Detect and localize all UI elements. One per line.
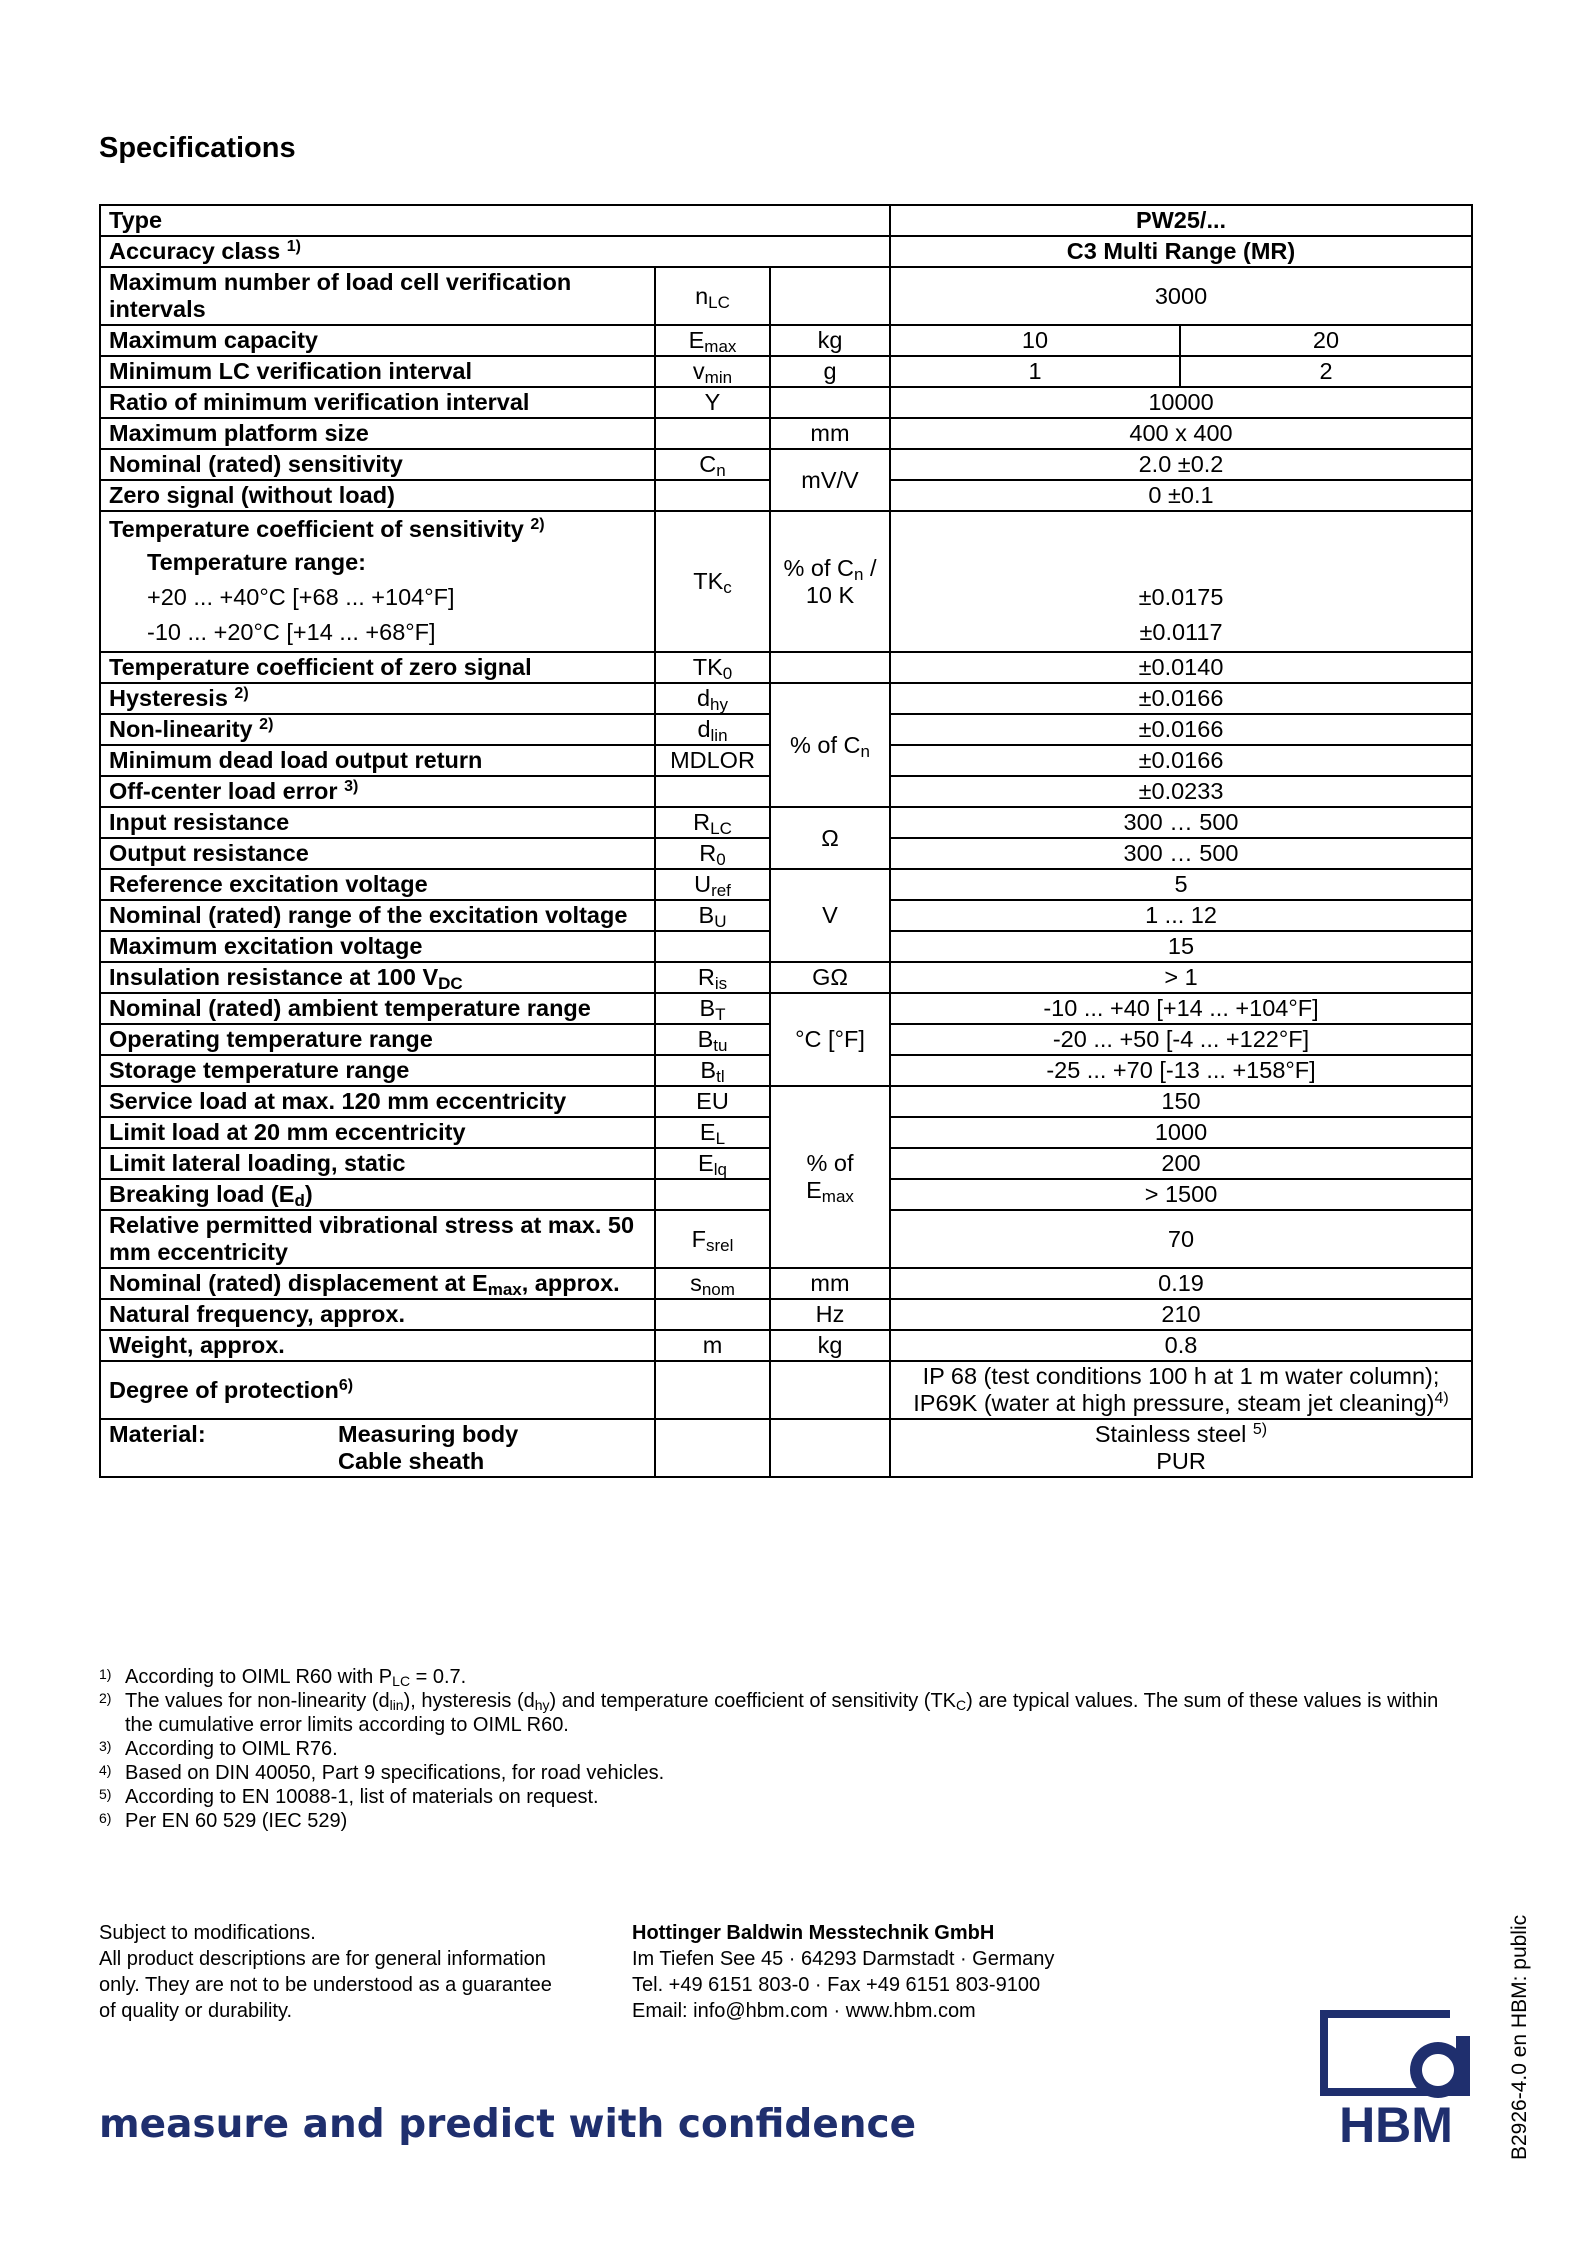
material-value: Stainless steel $^{5)}$ PUR <box>890 1419 1472 1477</box>
sensitivity-label: Nominal (rated) sensitivity <box>100 449 655 480</box>
tc-sensitivity-values <box>890 511 1472 652</box>
output-res-label: Output resistance <box>100 838 655 869</box>
table-row <box>100 1268 1472 1299</box>
phone: Tel. +49 6151 803-0 · Fax +49 6151 803-9100 <box>632 1974 1041 1996</box>
footnote: 4) Based on DIN 40050, Part 9 specifications, for road vehicles. <box>99 1762 665 1784</box>
max-capacity-unit: kg <box>770 325 890 356</box>
document-id: B2926-4.0 en HBM: public <box>1508 1914 1531 2160</box>
tc-sensitivity-value-1: ±0.0175 <box>1138 584 1224 610</box>
lateral-symbol: $E_{lq}$ <box>655 1148 770 1179</box>
min-interval-unit: g <box>770 356 890 387</box>
table-row <box>100 1361 1472 1419</box>
disp-unit: mm <box>770 1268 890 1299</box>
freq-symbol <box>655 1299 770 1330</box>
ambient-symbol: $B_T$ <box>655 993 770 1024</box>
table-row <box>100 325 1472 356</box>
range-exc-symbol: $B_U$ <box>655 900 770 931</box>
table-row <box>100 962 1472 993</box>
temp-range-2: -10 ... +20°C [+14 ... +68°F] <box>147 619 436 645</box>
nonlin-label: Non-linearity $^{2)}$ <box>100 714 655 745</box>
breaking-symbol <box>655 1179 770 1210</box>
vib-label: Relative permitted vibrational stress at max. 50 mm eccentricity <box>100 1210 655 1268</box>
platform-label: Maximum platform size <box>100 418 655 449</box>
max-exc-symbol <box>655 931 770 962</box>
disp-label: Nominal (rated) displacement at $E_{max}$, approx. <box>100 1268 655 1299</box>
storage-symbol: $B_{tl}$ <box>655 1055 770 1086</box>
output-res-symbol: $R_0$ <box>655 838 770 869</box>
freq-value: 210 <box>890 1299 1472 1330</box>
tc-zero-value: ±0.0140 <box>890 652 1472 683</box>
temp-range-label: Temperature range: <box>147 549 366 575</box>
table-row <box>100 236 1472 267</box>
min-interval-value-1: 1 <box>890 356 1180 387</box>
max-capacity-value-1: 10 <box>890 325 1180 356</box>
nonlin-symbol: $d_{lin}$ <box>655 714 770 745</box>
table-row <box>100 387 1472 418</box>
input-res-symbol: $R_{LC}$ <box>655 807 770 838</box>
operating-label: Operating temperature range <box>100 1024 655 1055</box>
platform-symbol <box>655 418 770 449</box>
email-link[interactable]: Email: info@hbm.com · www.hbm.com <box>632 2000 976 2022</box>
lateral-label: Limit lateral loading, static <box>100 1148 655 1179</box>
table-row <box>100 356 1472 387</box>
temp-unit: °C [°F] <box>770 993 890 1086</box>
table-row <box>100 1086 1472 1117</box>
max-capacity-symbol: $E_{max}$ <box>655 325 770 356</box>
ratio-unit <box>770 387 890 418</box>
hysteresis-value: ±0.0166 <box>890 683 1472 714</box>
tc-zero-unit <box>770 652 890 683</box>
insulation-unit: GΩ <box>770 962 890 993</box>
logo-stem <box>1456 2036 1470 2096</box>
min-interval-label: Minimum LC verification interval <box>100 356 655 387</box>
vib-symbol: $F_{srel}$ <box>655 1210 770 1268</box>
sensitivity-symbol: $C_n$ <box>655 449 770 480</box>
protection-value: IP 68 (test conditions 100 h at 1 m water column); IP69K (water at high pressure, steam jet cleaning)$^{4)}$ <box>890 1361 1472 1419</box>
table-row <box>100 1330 1472 1361</box>
tc-sensitivity-label: Temperature coefficient of sensitivity $^{2)}$ Temperature range: +20 ... +40°C [+68 ... +104°F] -10 ... +20°C [+14 ... +68°F] <box>100 511 655 652</box>
weight-value: 0.8 <box>890 1330 1472 1361</box>
volt-unit: V <box>770 869 890 962</box>
range-exc-label: Nominal (rated) range of the excitation voltage <box>100 900 655 931</box>
material-unit <box>770 1419 890 1477</box>
weight-label: Weight, approx. <box>100 1330 655 1361</box>
max-intervals-symbol: $n_{LC}$ <box>655 267 770 325</box>
footnote: 5) According to EN 10088-1, list of materials on request. <box>99 1786 599 1808</box>
logo-text: HBM <box>1339 2097 1453 2148</box>
company-name: Hottinger Baldwin Messtechnik GmbH <box>632 1922 995 1944</box>
disclaimer: Subject to modifications. All product descriptions are for general information only. They are not to be understood as a guarantee of quality or durability. <box>99 1922 552 2022</box>
input-res-value: 300 … 500 <box>890 807 1472 838</box>
protection-label: Degree of protection$^{6)}$ <box>100 1361 655 1419</box>
table-row <box>100 511 1472 652</box>
offcenter-value: ±0.0233 <box>890 776 1472 807</box>
disp-value: 0.19 <box>890 1268 1472 1299</box>
protection-unit <box>770 1361 890 1419</box>
page-title: Specifications <box>99 132 296 164</box>
sensitivity-value: 2.0 ±0.2 <box>890 449 1472 480</box>
ratio-value: 10000 <box>890 387 1472 418</box>
table-row <box>100 449 1472 480</box>
company-address <box>632 1920 1054 2024</box>
tc-zero-symbol: $TK_0$ <box>655 652 770 683</box>
protection-symbol <box>655 1361 770 1419</box>
insulation-value: > 1 <box>890 962 1472 993</box>
insulation-label: Insulation resistance at 100 $V_{DC}$ <box>100 962 655 993</box>
weight-symbol: m <box>655 1330 770 1361</box>
min-interval-symbol: $v_{min}$ <box>655 356 770 387</box>
ref-exc-value: 5 <box>890 869 1472 900</box>
specifications-table <box>99 204 1473 1478</box>
table-row <box>100 1419 1472 1477</box>
material-symbol <box>655 1419 770 1477</box>
zero-symbol <box>655 480 770 511</box>
mdlor-value: ±0.0166 <box>890 745 1472 776</box>
table-row <box>100 683 1472 714</box>
mdlor-label: Minimum dead load output return <box>100 745 655 776</box>
max-capacity-label: Maximum capacity <box>100 325 655 356</box>
mdlor-symbol: MDLOR <box>655 745 770 776</box>
storage-label: Storage temperature range <box>100 1055 655 1086</box>
table-row <box>100 869 1472 900</box>
address: Im Tiefen See 45 · 64293 Darmstadt · Germany <box>632 1948 1055 1970</box>
footnotes <box>99 1665 1471 1833</box>
ambient-label: Nominal (rated) ambient temperature range <box>100 993 655 1024</box>
table-row <box>100 652 1472 683</box>
operating-symbol: $B_{tu}$ <box>655 1024 770 1055</box>
hbm-logo <box>1316 2006 1476 2148</box>
max-intervals-value: 3000 <box>890 267 1472 325</box>
zero-label: Zero signal (without load) <box>100 480 655 511</box>
max-exc-value: 15 <box>890 931 1472 962</box>
logo-frame-top <box>1320 2010 1450 2018</box>
accuracy-label: Accuracy class $^{1)}$ <box>100 236 890 267</box>
nonlin-value: ±0.0166 <box>890 714 1472 745</box>
breaking-value: > 1500 <box>890 1179 1472 1210</box>
freq-label: Natural frequency, approx. <box>100 1299 655 1330</box>
ambient-value: -10 ... +40 [+14 ... +104°F] <box>890 993 1472 1024</box>
disp-symbol: $s_{nom}$ <box>655 1268 770 1299</box>
max-exc-label: Maximum excitation voltage <box>100 931 655 962</box>
limit-symbol: $E_L$ <box>655 1117 770 1148</box>
vib-value: 70 <box>890 1210 1472 1268</box>
tc-sensitivity-unit: % of $C_n$ / 10 K <box>770 511 890 652</box>
table-row <box>100 1299 1472 1330</box>
max-capacity-value-2: 20 <box>1180 325 1472 356</box>
output-res-value: 300 … 500 <box>890 838 1472 869</box>
table-row <box>100 993 1472 1024</box>
platform-unit: mm <box>770 418 890 449</box>
service-label: Service load at max. 120 mm eccentricity <box>100 1086 655 1117</box>
table-row <box>100 418 1472 449</box>
ohm-unit: Ω <box>770 807 890 869</box>
footnote: 3) According to OIML R76. <box>99 1738 338 1760</box>
storage-value: -25 ... +70 [-13 ... +158°F] <box>890 1055 1472 1086</box>
footnote: 6) Per EN 60 529 (IEC 529) <box>99 1810 348 1832</box>
insulation-symbol: $R_{is}$ <box>655 962 770 993</box>
ratio-label: Ratio of minimum verification interval <box>100 387 655 418</box>
limit-value: 1000 <box>890 1117 1472 1148</box>
service-value: 150 <box>890 1086 1472 1117</box>
max-intervals-label: Maximum number of load cell verification intervals <box>100 267 655 325</box>
min-interval-value-2: 2 <box>1180 356 1472 387</box>
ratio-symbol: Y <box>655 387 770 418</box>
table-row <box>100 267 1472 325</box>
range-exc-value: 1 ... 12 <box>890 900 1472 931</box>
footnote: 1) According to OIML R60 with $P_{LC} = 0.7$. <box>99 1666 467 1689</box>
table-row <box>100 807 1472 838</box>
service-symbol: EU <box>655 1086 770 1117</box>
operating-value: -20 ... +50 [-4 ... +122°F] <box>890 1024 1472 1055</box>
tc-sensitivity-value-2: ±0.0117 <box>1139 619 1223 645</box>
max-intervals-unit <box>770 267 890 325</box>
tc-zero-label: Temperature coefficient of zero signal <box>100 652 655 683</box>
hysteresis-symbol: $d_{hy}$ <box>655 683 770 714</box>
type-label: Type <box>100 205 890 236</box>
offcenter-label: Off-center load error $^{3)}$ <box>100 776 655 807</box>
weight-unit: kg <box>770 1330 890 1361</box>
slogan: measure and predict with confidence <box>99 2102 917 2147</box>
zero-value: 0 ±0.1 <box>890 480 1472 511</box>
ref-exc-label: Reference excitation voltage <box>100 869 655 900</box>
material-label: Material: Measuring body Cable sheath <box>100 1419 655 1477</box>
logo-frame-left <box>1320 2010 1328 2096</box>
limit-label: Limit load at 20 mm eccentricity <box>100 1117 655 1148</box>
platform-value: 400 x 400 <box>890 418 1472 449</box>
pct-emax-unit: % of $E_{max}$ <box>770 1086 890 1268</box>
tc-sensitivity-symbol: $TK_c$ <box>655 511 770 652</box>
breaking-label: Breaking load $(E_d)$ <box>100 1179 655 1210</box>
mvv-unit: mV/V <box>770 449 890 511</box>
type-value: PW25/... <box>890 205 1472 236</box>
temp-range-1: +20 ... +40°C [+68 ... +104°F] <box>147 584 455 610</box>
accuracy-value: C3 Multi Range (MR) <box>890 236 1472 267</box>
ref-exc-symbol: $U_{ref}$ <box>655 869 770 900</box>
offcenter-symbol <box>655 776 770 807</box>
footnote: 2) The values for non-linearity $(d_{lin})$, hysteresis $(d_{hy})$ and temperature coefficient of sensitivity $(TK_C)$ are typical values. The sum of these values is within the cumulative error limits according to OIML R60. <box>99 1690 1439 1736</box>
input-res-label: Input resistance <box>100 807 655 838</box>
hysteresis-label: Hysteresis $^{2)}$ <box>100 683 655 714</box>
table-row <box>100 205 1472 236</box>
freq-unit: Hz <box>770 1299 890 1330</box>
lateral-value: 200 <box>890 1148 1472 1179</box>
pct-cn-unit: % of $C_n$ <box>770 683 890 807</box>
